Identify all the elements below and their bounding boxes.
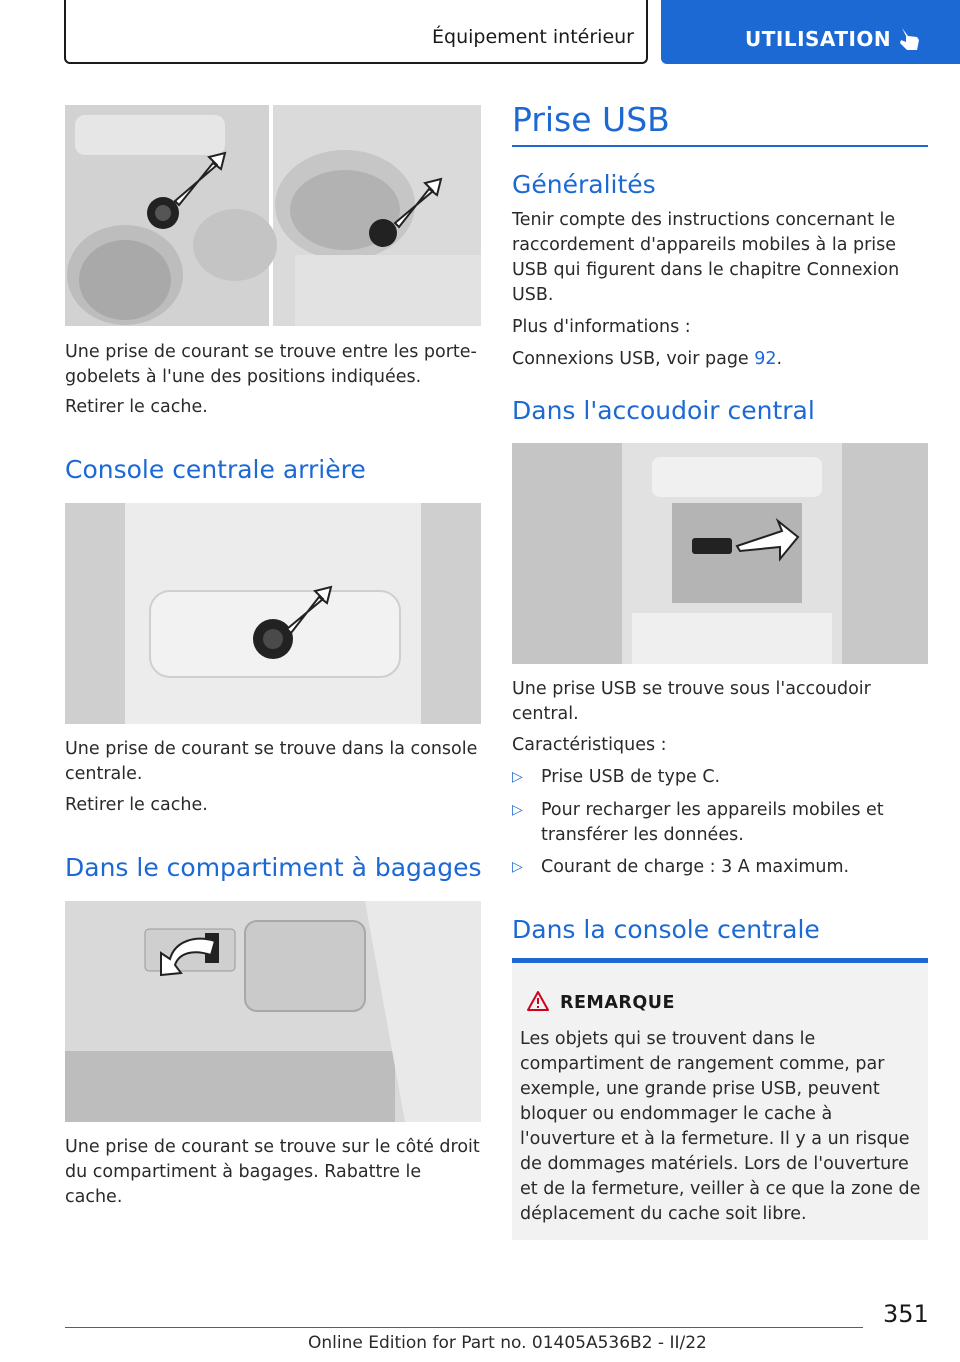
page-number: 351 [883, 1300, 929, 1328]
list-item-text: Courant de charge : 3 A maximum. [541, 857, 850, 877]
warning-box [512, 958, 928, 1240]
footer-edition: Online Edition for Part no. 01405A536B2 - II/22 [308, 1333, 707, 1353]
heading-luggage-compartment: Dans le compartiment à bagages [65, 853, 482, 882]
warning-text: Les objets qui se trouvent dans le compartiment de rangement comme, par exemple, une grande prise USB, peuvent bloquer ou endommager le cache à l'ouverture et à la fermeture. Il y a un risque de dommages matériels. Lors de l'ouverture et de la fermeture, veiller à ce que la zone de déplacement du cache soit libre. [520, 1029, 921, 1224]
header-section-box [64, 0, 648, 64]
warning-triangle-icon [526, 990, 550, 1012]
cupholder-paragraph: Une prise de courant se trouve entre les porte-gobelets à l'une des positions indiquées. [65, 342, 477, 387]
header-chapter-title: UTILISATION [745, 27, 892, 51]
cupholder-socket-figure [65, 105, 481, 326]
usb-connections-text: Connexions USB, voir page [512, 349, 755, 369]
heading-center-armrest: Dans l'accoudoir central [512, 396, 815, 425]
heading-usb-socket: Prise USB [512, 100, 670, 139]
armrest-paragraph: Une prise USB se trouve sous l'accoudoir central. [512, 679, 871, 724]
general-paragraph: Tenir compte des instructions concernant le raccordement d'appareils mobiles à la prise USB qui figurent dans le chapitre Connexion USB. [512, 210, 900, 305]
cupholder-remove-cover: Retirer le cache. [65, 397, 208, 417]
armrest-usb-figure [512, 443, 928, 664]
rear-console-socket-figure [65, 503, 481, 724]
list-item-text: Pour recharger les appareils mobiles et transférer les données. [541, 800, 884, 845]
luggage-paragraph: Une prise de courant se trouve sur le côté droit du compartiment à bagages. Rabattre le cache. [65, 1137, 480, 1207]
header-section-title: Équipement intérieur [432, 26, 634, 48]
list-item [512, 855, 928, 880]
hand-pointer-icon [897, 26, 921, 52]
list-item [512, 798, 928, 848]
more-info-label: Plus d'informations : [512, 317, 691, 337]
list-item [512, 765, 928, 790]
luggage-socket-figure [65, 901, 481, 1122]
bullet-triangle-icon: ▷ [512, 769, 523, 785]
heading-rear-console: Console centrale arrière [65, 455, 366, 484]
header-chapter-tab[interactable] [661, 0, 960, 64]
usb-connections-end: . [776, 349, 783, 369]
heading-center-console: Dans la console centrale [512, 915, 820, 944]
rear-console-paragraph: Une prise de courant se trouve dans la console centrale. [65, 739, 478, 784]
heading-underline [512, 145, 928, 147]
usb-connections-ref [512, 347, 928, 372]
warning-title: REMARQUE [560, 993, 675, 1013]
rear-console-remove-cover: Retirer le cache. [65, 795, 208, 815]
heading-general: Généralités [512, 170, 656, 199]
page-link-92[interactable]: 92 [754, 349, 777, 369]
bullet-triangle-icon: ▷ [512, 802, 523, 818]
footer-rule [65, 1327, 863, 1328]
characteristics-label: Caractéristiques : [512, 735, 667, 755]
bullet-triangle-icon: ▷ [512, 859, 523, 875]
list-item-text: Prise USB de type C. [541, 767, 721, 787]
